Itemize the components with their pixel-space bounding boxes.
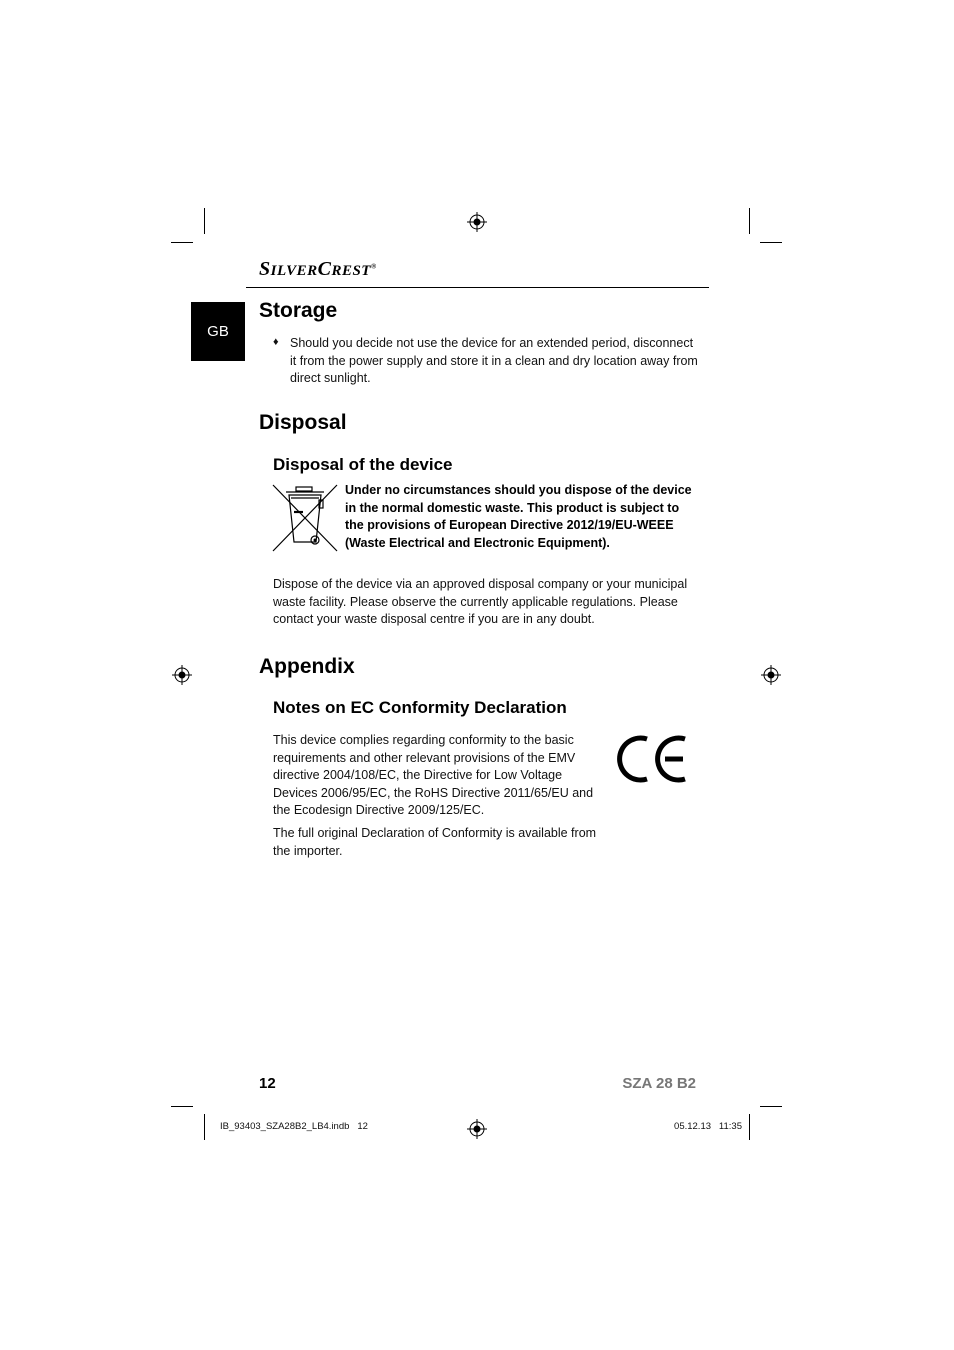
crop-mark <box>760 1106 782 1107</box>
disposal-warning: Under no circumstances should you dispose of the device in the normal domestic waste. This product is subject to the provisions of European Directive 2012/19/EU-WEEE (Waste Electrical and Electronic Equipment). <box>345 483 692 550</box>
appendix-heading: Appendix <box>259 655 355 678</box>
crossed-out-wheelie-bin-icon <box>272 484 338 552</box>
ce-mark-icon <box>617 733 689 785</box>
storage-heading: Storage <box>259 299 338 322</box>
crop-mark <box>760 242 782 243</box>
disposal-text: Dispose of the device via an approved disposal company or your municipal waste facility. Please observe the currently applicable regulations. Please contact your waste disposal centre if you are in any doubt. <box>273 577 688 626</box>
conformity-subheading: Notes on EC Conformity Declaration <box>273 698 567 717</box>
crop-mark <box>749 1114 750 1140</box>
page-number: 12 <box>259 1075 276 1092</box>
model-number: SZA 28 B2 <box>622 1075 696 1092</box>
brand-logo: SILVERCREST® <box>259 258 377 280</box>
bullet-icon: ♦ <box>273 336 279 348</box>
disposal-heading: Disposal <box>259 411 347 434</box>
crop-mark <box>171 242 193 243</box>
registration-mark-icon <box>467 212 487 232</box>
crop-mark <box>749 208 750 234</box>
registration-mark-icon <box>761 665 781 685</box>
slug-date-info: 05.12.13 11:35 <box>674 1121 742 1132</box>
disposal-subheading: Disposal of the device <box>273 455 453 474</box>
crop-mark <box>171 1106 193 1107</box>
crop-mark <box>204 1114 205 1140</box>
registration-mark-icon <box>172 665 192 685</box>
conformity-paragraph: This device complies regarding conformity to the basic requirements and other relevant provisions of the EMV directive 2004/108/EC, the Directive for Low Voltage Devices 2006/95/EC, the RoHS Directive 2011/65/EU and the Ecodesign Directive 2009/125/EC. <box>273 733 594 817</box>
slug-file-info: IB_93403_SZA28B2_LB4.indb 12 <box>220 1121 368 1132</box>
header-rule <box>246 287 709 288</box>
language-tab: GB <box>191 302 245 361</box>
crop-mark <box>204 208 205 234</box>
storage-text: Should you decide not use the device for an extended period, disconnect it from the power supply and store it in a clean and dry location away from direct sunlight. <box>290 336 698 385</box>
conformity-availability: The full original Declaration of Conformity is available from the importer. <box>273 826 597 858</box>
registration-mark-icon <box>467 1119 487 1139</box>
